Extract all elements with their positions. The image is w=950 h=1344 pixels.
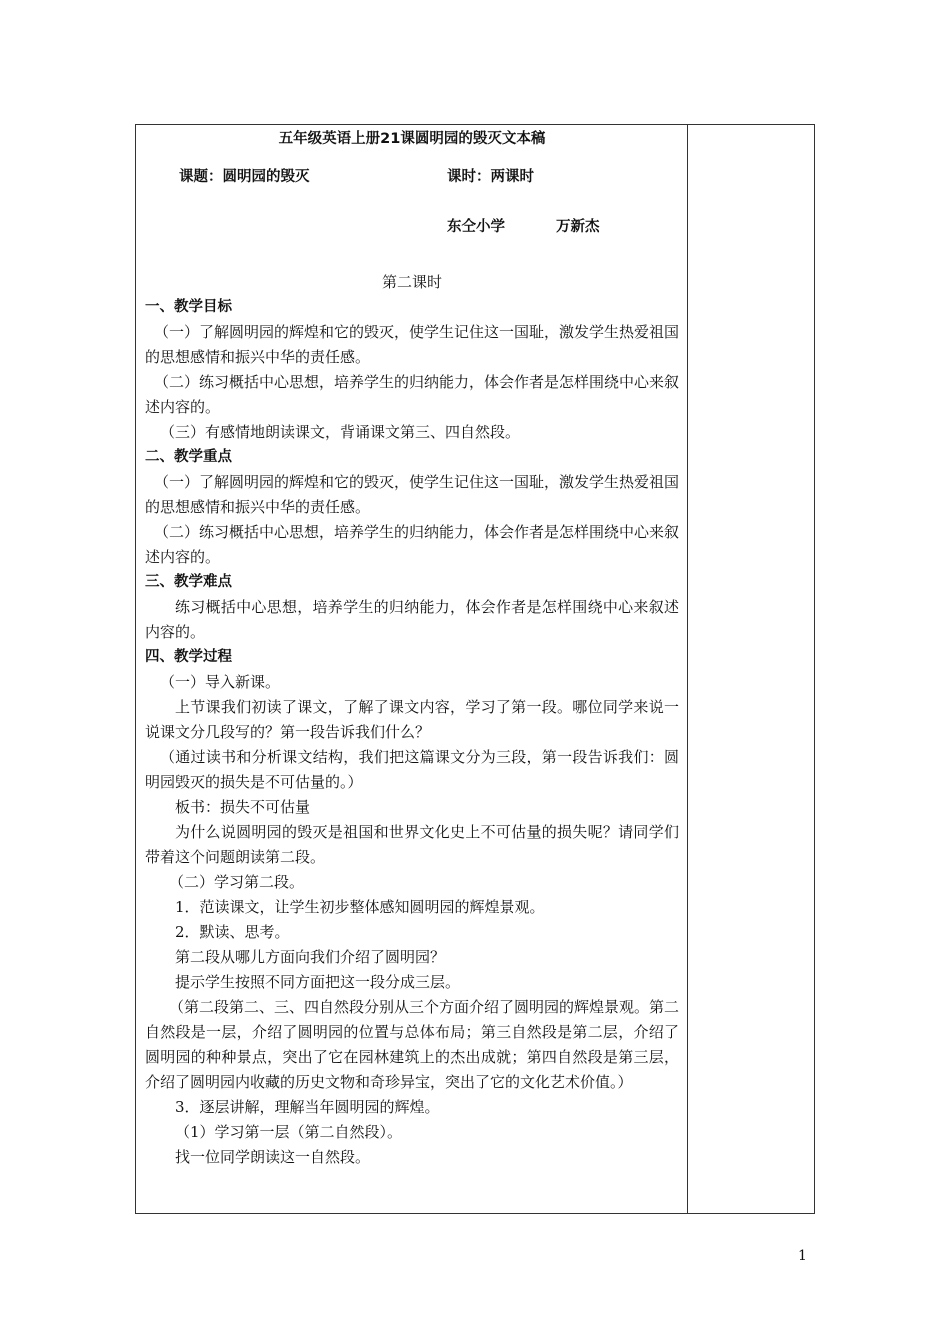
document-title: 五年级英语上册21课圆明园的毁灭文本稿 bbox=[278, 131, 546, 147]
column-divider bbox=[687, 125, 688, 1213]
lesson-author-line bbox=[145, 216, 679, 266]
author-name: 万新杰 bbox=[556, 219, 600, 235]
paragraph: （一）了解圆明园的辉煌和它的毁灭，使学生记住这一国耻，激发学生热爱祖国的思想感情和振兴中华的责任感。 bbox=[145, 473, 680, 516]
paragraph: 为什么说圆明园的毁灭是祖国和世界文化史上不可估量的损失呢？请同学们带着这个问题朗读第二段。 bbox=[145, 823, 679, 866]
lesson-topic: 课题：圆明园的毁灭 bbox=[179, 169, 310, 185]
section-heading-difficulties: 三、教学难点 bbox=[145, 574, 232, 590]
paragraph: 板书：损失不可估量 bbox=[175, 798, 311, 816]
paragraph: 第二段从哪儿方面向我们介绍了圆明园？ bbox=[175, 948, 446, 966]
document-table bbox=[135, 124, 815, 1214]
paragraph: （一）了解圆明园的辉煌和它的毁灭，使学生记住这一国耻，激发学生热爱祖国的思想感情和振兴中华的责任感。 bbox=[145, 323, 680, 366]
paragraph: （通过读书和分析课文结构，我们把这篇课文分为三段，第一段告诉我们：圆明园毁灭的损失是不可估量的。） bbox=[145, 748, 679, 791]
section-heading-process: 四、教学过程 bbox=[145, 649, 232, 665]
paragraph: （三）有感情地朗读课文，背诵课文第三、四自然段。 bbox=[160, 423, 521, 441]
section-heading-objectives: 一、教学目标 bbox=[145, 299, 232, 315]
lesson-meta bbox=[145, 166, 679, 216]
page-number: 1 bbox=[798, 1248, 807, 1264]
paragraph: （第二段第二、三、四自然段分别从三个方面介绍了圆明园的辉煌景观。第二自然段是一层，介绍了圆明园的位置与总体布局；第三自然段是第二层，介绍了圆明园的种种景点，突出了它在园林建筑上的杰出成就；第四自然段是第三层，介绍了圆明园内收藏的历史文物和奇珍异宝，突出了它的文化艺术价值。） bbox=[145, 998, 680, 1091]
lesson-plan-cell bbox=[145, 127, 679, 1170]
school-name: 东仝小学 bbox=[447, 219, 505, 235]
lesson-hours: 课时：两课时 bbox=[447, 169, 534, 185]
paragraph: （二）学习第二段。 bbox=[169, 873, 305, 891]
paragraph: 2．默读、思考。 bbox=[175, 923, 290, 941]
paragraph: （一）导入新课。 bbox=[160, 673, 281, 691]
paragraph: 提示学生按照不同方面把这一段分成三层。 bbox=[175, 973, 461, 991]
paragraph: 练习概括中心思想，培养学生的归纳能力，体会作者是怎样围绕中心来叙述内容的。 bbox=[145, 598, 679, 641]
session-heading: 第二课时 bbox=[381, 273, 442, 291]
paragraph: 3．逐层讲解，理解当年圆明园的辉煌。 bbox=[175, 1098, 440, 1116]
paragraph: 上节课我们初读了课文，了解了课文内容，学习了第一段。哪位同学来说一说课文分几段写的？第一段告诉我们什么？ bbox=[145, 698, 679, 741]
paragraph: 找一位同学朗读这一自然段。 bbox=[175, 1148, 371, 1166]
paragraph: （1）学习第一层（第二自然段）。 bbox=[175, 1123, 403, 1141]
section-heading-key-points: 二、教学重点 bbox=[145, 449, 232, 465]
paragraph: （二）练习概括中心思想，培养学生的归纳能力，体会作者是怎样围绕中心来叙述内容的。 bbox=[145, 373, 680, 416]
paragraph: （二）练习概括中心思想，培养学生的归纳能力，体会作者是怎样围绕中心来叙述内容的。 bbox=[145, 523, 680, 566]
paragraph: 1．范读课文，让学生初步整体感知圆明园的辉煌景观。 bbox=[175, 898, 545, 916]
